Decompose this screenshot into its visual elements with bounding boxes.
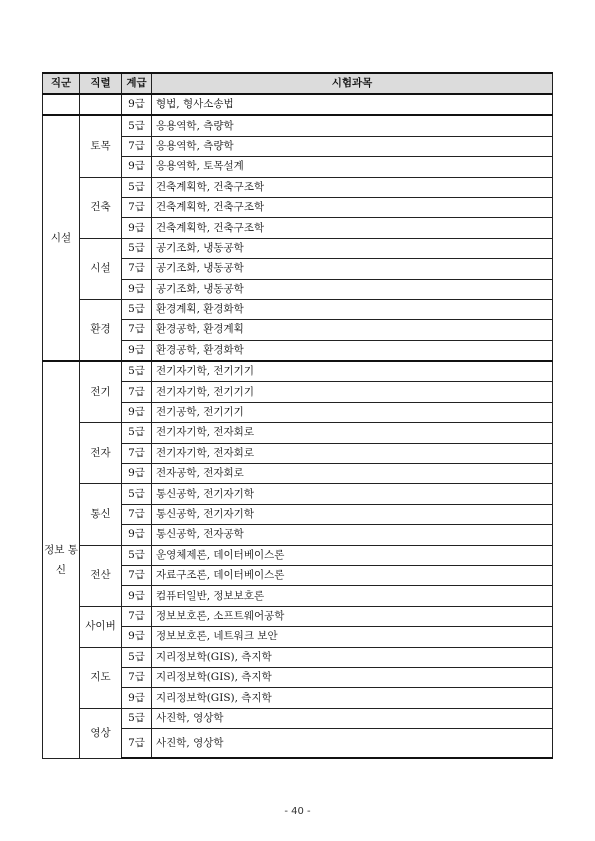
subjects-cell: 공기조화, 냉동공학 (152, 259, 553, 279)
grade-cell: 7급 (122, 197, 152, 217)
table-row (43, 606, 553, 626)
series-cell: 전자 (80, 423, 122, 484)
grade-cell: 5급 (122, 708, 152, 728)
exam-subjects-table (42, 72, 553, 759)
grade-cell: 5급 (122, 115, 152, 136)
subjects-cell: 사진학, 영상학 (152, 708, 553, 728)
subjects-cell: 사진학, 영상학 (152, 729, 553, 759)
subjects-cell: 지리정보학(GIS), 측지학 (152, 688, 553, 708)
grade-cell: 5급 (122, 545, 152, 565)
table-row (43, 299, 553, 319)
subjects-cell: 공기조화, 냉동공학 (152, 279, 553, 299)
table-row (43, 484, 553, 504)
subjects-cell: 지리정보학(GIS), 측지학 (152, 647, 553, 667)
table-row (43, 647, 553, 667)
subjects-cell: 정보보호론, 소프트웨어공학 (152, 606, 553, 626)
header-grade: 계급 (122, 73, 152, 94)
table-row (43, 545, 553, 565)
grade-cell: 7급 (122, 443, 152, 463)
grade-cell: 7급 (122, 667, 152, 687)
subjects-cell: 컴퓨터일반, 정보보호론 (152, 586, 553, 606)
page-number: - 40 - (284, 806, 311, 817)
series-cell: 토목 (80, 115, 122, 177)
grade-cell: 9급 (122, 688, 152, 708)
grade-cell: 5급 (122, 647, 152, 667)
subjects-cell: 통신공학, 전기자기학 (152, 484, 553, 504)
series-cell: 시설 (80, 238, 122, 299)
subjects-cell: 응용역학, 측량학 (152, 115, 553, 136)
subjects-cell: 자료구조론, 데이터베이스론 (152, 565, 553, 585)
table-row (43, 115, 553, 136)
grade-cell: 9급 (122, 279, 152, 299)
subjects-cell: 형법, 형사소송법 (152, 94, 553, 115)
series-cell-empty (80, 94, 122, 115)
grade-cell: 9급 (122, 627, 152, 647)
subjects-cell: 응용역학, 토목설계 (152, 157, 553, 177)
series-cell: 환경 (80, 299, 122, 361)
subjects-cell: 지리정보학(GIS), 측지학 (152, 667, 553, 687)
subjects-cell: 운영체제론, 데이터베이스론 (152, 545, 553, 565)
grade-cell: 5급 (122, 177, 152, 197)
grade-cell: 7급 (122, 565, 152, 585)
grade-cell: 9급 (122, 157, 152, 177)
grade-cell: 5급 (122, 423, 152, 443)
grade-cell: 9급 (122, 525, 152, 545)
grade-cell: 9급 (122, 340, 152, 361)
series-cell: 전산 (80, 545, 122, 606)
series-cell: 사이버 (80, 606, 122, 647)
grade-cell: 7급 (122, 136, 152, 156)
grade-cell: 9급 (122, 402, 152, 422)
grade-cell: 9급 (122, 464, 152, 484)
subjects-cell: 환경계획, 환경화학 (152, 299, 553, 319)
table-row (43, 177, 553, 197)
grade-cell: 5급 (122, 299, 152, 319)
grade-cell: 7급 (122, 504, 152, 524)
grade-cell: 5급 (122, 361, 152, 382)
grade-cell: 5급 (122, 238, 152, 258)
table-row (43, 238, 553, 258)
header-group: 직군 (43, 73, 80, 94)
grade-cell: 7급 (122, 259, 152, 279)
series-cell: 건축 (80, 177, 122, 238)
subjects-cell: 공기조화, 냉동공학 (152, 238, 553, 258)
grade-cell: 9급 (122, 218, 152, 238)
subjects-cell: 전기자기학, 전자회로 (152, 443, 553, 463)
table-row (43, 361, 553, 382)
subjects-cell: 전기자기학, 전기기기 (152, 382, 553, 402)
subjects-cell: 응용역학, 측량학 (152, 136, 553, 156)
subjects-cell: 환경공학, 환경화학 (152, 340, 553, 361)
subjects-cell: 전기자기학, 전자회로 (152, 423, 553, 443)
table-body (43, 94, 553, 758)
subjects-cell: 전기자기학, 전기기기 (152, 361, 553, 382)
grade-cell: 9급 (122, 94, 152, 115)
grade-cell: 7급 (122, 320, 152, 340)
series-cell: 영상 (80, 708, 122, 758)
subjects-cell: 통신공학, 전기자기학 (152, 504, 553, 524)
subjects-cell: 통신공학, 전자공학 (152, 525, 553, 545)
group-cell-empty (43, 94, 80, 115)
group-cell: 시설 (43, 115, 80, 361)
grade-cell: 9급 (122, 586, 152, 606)
subjects-cell: 전기공학, 전기기기 (152, 402, 553, 422)
subjects-cell: 건축계획학, 건축구조학 (152, 197, 553, 217)
series-cell: 전기 (80, 361, 122, 423)
series-cell: 통신 (80, 484, 122, 545)
table-row (43, 94, 553, 115)
table-header-row (43, 73, 553, 94)
subjects-cell: 전자공학, 전자회로 (152, 464, 553, 484)
subjects-cell: 정보보호론, 네트워크 보안 (152, 627, 553, 647)
header-series: 직렬 (80, 73, 122, 94)
series-cell: 지도 (80, 647, 122, 708)
grade-cell: 7급 (122, 382, 152, 402)
subjects-cell: 건축계획학, 건축구조학 (152, 177, 553, 197)
grade-cell: 5급 (122, 484, 152, 504)
table-row (43, 423, 553, 443)
grade-cell: 7급 (122, 729, 152, 759)
grade-cell: 7급 (122, 606, 152, 626)
header-subjects: 시험과목 (152, 73, 553, 94)
subjects-cell: 건축계획학, 건축구조학 (152, 218, 553, 238)
table-row (43, 708, 553, 728)
subjects-cell: 환경공학, 환경계획 (152, 320, 553, 340)
group-cell: 정보 통신 (43, 361, 80, 758)
